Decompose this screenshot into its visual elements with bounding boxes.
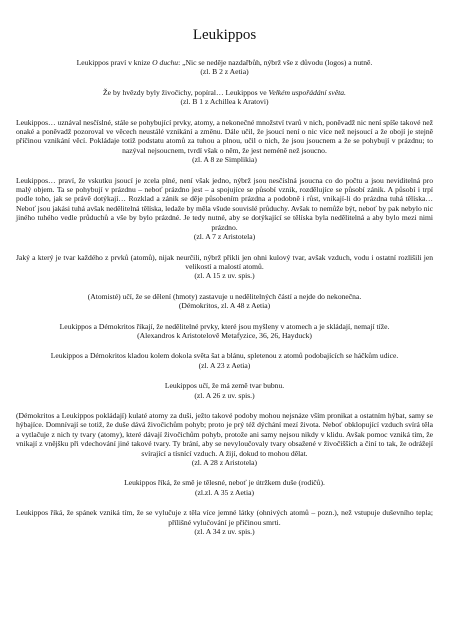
fragment-9 bbox=[16, 381, 433, 400]
fragment-source: (zl. A 26 z uv. spis.) bbox=[194, 390, 255, 400]
fragment-source: (zl. A 8 ze Simplikia) bbox=[192, 155, 257, 165]
fragment-7 bbox=[16, 322, 433, 341]
fragment-6 bbox=[16, 292, 433, 311]
fragment-source: (Démokritos, zl. A 48 z Aetia) bbox=[178, 301, 271, 311]
fragment-text: Leukippos a Démokritos říkají, že nedělitelné prvky, které jsou myšleny v atomech a je skládají, nemají tíže. bbox=[59, 321, 390, 331]
fragment-text-end: : „Nic se neděje nazdařbůh, nýbrž vše z důvodu (logos) a nutně. bbox=[178, 58, 373, 67]
fragment-text-start: Že by hvězdy byly živočichy, popíral… Leukippos ve bbox=[103, 87, 269, 97]
fragment-source: (Alexandros k Aristotelově Metafyzice, 36, 26, Hayduck) bbox=[137, 330, 312, 340]
fragment-text: Leukippos říká, že smě je tělesné, neboť je útržkem duše (rodičů). bbox=[124, 478, 325, 488]
fragment-1 bbox=[16, 58, 433, 77]
fragment-text: Leukippos… uznával nesčíslné, stále se pohybující prvky, atomy, a nekonečné množství tvarů v nich, poněvadž nic není spíše takové než onaké a poněvadž pozoroval ve věcech neustálé vznikání a změnu. Dále učil, že jsoucí není o nic více než nejsoucí a že obojí je stejně příčinou vznikání věcí. Pokládaje totiž podstatu atomů za tuhou a plnou, učil o nich, že jsou jsoucnem a že se pohybují v prázdnu; to nazýval nejsoucnem, tvrdí však o něm, že jest neméně než jsoucno. bbox=[16, 117, 433, 155]
fragment-source: (zl. A 34 z uv. spis.) bbox=[194, 527, 255, 537]
fragment-8 bbox=[16, 351, 433, 370]
fragment-source: (zl. A 23 z Aetia) bbox=[198, 360, 251, 370]
book-title: O duchu bbox=[152, 58, 179, 67]
fragment-4 bbox=[16, 176, 433, 242]
fragment-text: (Démokritos a Leukippos pokládají) kulaté atomy za duši, ježto takové podoby mohou nejsnáze vším pronikat a ostatním hýbat, samy se hýbajíce. Domnívají se totiž, že duše dává živočichům pohyb; proto je prý též dýchání mezí života. Neboť obklopující vzduch svírá těla a vytlačuje z nich ty tvary (atomy), které dávají živočichům pohyb, protože ani samy nejsou nikdy v klidu. Avšak pomoc vzniká tím, že vnikají z vnějšku při vdechování jiné takové tvary. Ty brání, aby se nevyloučovaly tvary obsažené v živočišších a činí to tak, že odrážejí svírající a tísnící vzduch. A žijí, dokud to mohou dělat. bbox=[16, 410, 433, 458]
fragment-text: Jaký a který je tvar každého z prvků (atomů), nijak neurčili, nýbrž přikli jen ohni kulový tvar, avšak vzduch, vodu i ostatní rozlišili jen velikostí a malostí atomů. bbox=[16, 252, 433, 271]
fragment-source: (zl. A 15 z uv. spis.) bbox=[194, 271, 255, 281]
page-title: Leukippos bbox=[192, 27, 257, 43]
fragment-10 bbox=[16, 411, 433, 467]
fragment-3 bbox=[16, 118, 433, 165]
fragment-text: Leukippos učí, že má země tvar bubnu. bbox=[164, 381, 285, 391]
fragment-source: (zl. A 7 z Aristotela) bbox=[193, 232, 256, 242]
fragment-source: (zl. B 1 z Achillea k Aratovi) bbox=[180, 97, 269, 107]
fragment-text bbox=[16, 58, 433, 67]
fragment-text-start: Leukippos praví v knize bbox=[76, 58, 153, 67]
fragment-text: (Atomisté) učí, že se dělení (hmoty) zastavuje u nedělitelných částí a nejde do nekonečna. bbox=[87, 291, 362, 301]
fragment-5 bbox=[16, 253, 433, 281]
fragment-text: Leukippos říká, že spánek vzniká tím, že se vylučuje z těla více jemné látky (ohnivých atomů – pozn.), než vstupuje duševního tepla; přílišné vylučování je příčinou smrti. bbox=[16, 508, 433, 527]
fragment-source: (zl. B 2 z Aetia) bbox=[200, 67, 249, 77]
fragment-11 bbox=[16, 478, 433, 497]
book-title: Velkém uspořádání světa. bbox=[268, 87, 346, 97]
fragment-2 bbox=[16, 88, 433, 107]
fragment-source: (zl. A 28 z Aristotela) bbox=[191, 458, 258, 467]
fragment-12 bbox=[16, 508, 433, 536]
fragment-text bbox=[16, 88, 433, 97]
fragment-text: Leukippos a Démokritos kladou kolem dokola světa šat a blánu, spletenou z atomů podobajících se háčkům udice. bbox=[50, 351, 399, 361]
fragment-source: (zl.zl. A 35 z Aetia) bbox=[194, 487, 255, 497]
fragment-text: Leukippos… praví, že vskutku jsoucí je zcela plné, není však jedno, nýbrž jsou nesčíslná jsoucna co do počtu a jsou neviditelná pro malý objem. Ta se pohybují v prázdnu – neboť prázdno jest – a spojujíce se působí vznik, rozdělujíce se působí zánik. A působí i trpí podle toho, jak se právě dotýkají… Rozklad a zánik se děje působením prázdna a podobně i růst, vnikají-li do prázdna tuhá tělíska… Neboť jsou jakási tuhá avšak nedělitelná tělíska, ledaže by měla všude souvislé průduchy. Avšak to nemůže být, neboť by pak nebylo nic jiného tuhého vedle průduchů a vše by bylo prázdné. Je tedy nutné, aby se dotýkající se tělíska byla nedělitelná a aby bylo mezi nimi prázdno. bbox=[16, 175, 433, 232]
